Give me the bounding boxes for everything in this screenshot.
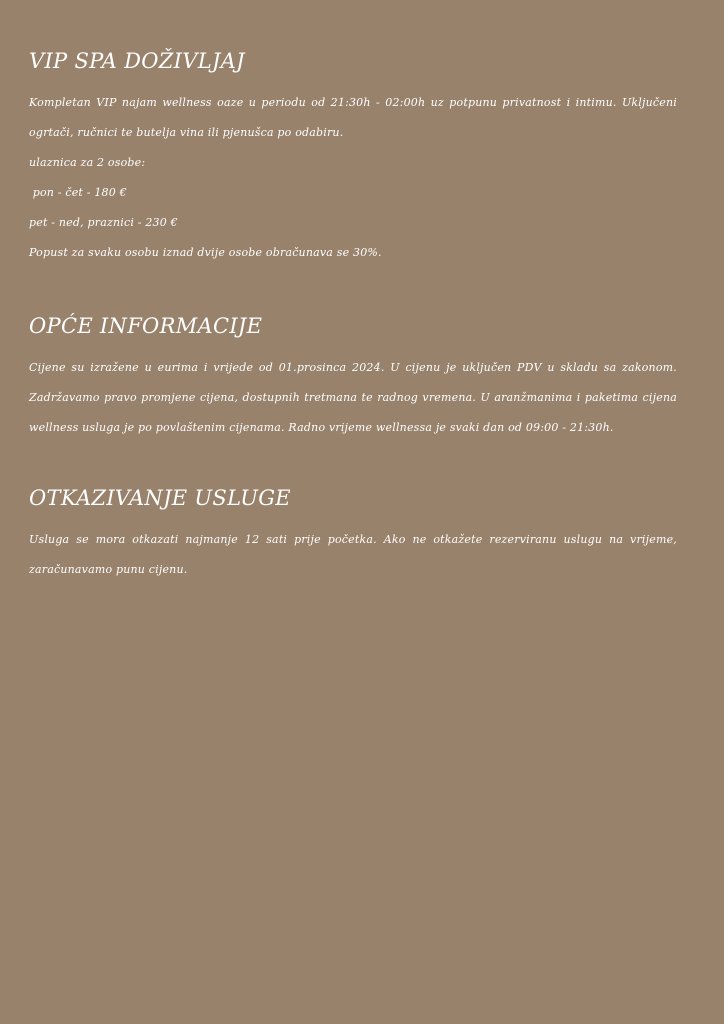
vip-spa-body — [29, 88, 677, 268]
vip-spa-price-weekday: pon - čet - 180 € — [29, 186, 127, 199]
general-info-heading: OPĆE INFORMACIJE — [29, 314, 263, 338]
cancellation-body — [29, 525, 677, 585]
general-info-text: Cijene su izražene u eurima i vrijede od 01.prosinca 2024. U cijenu je uključen PDV u skladu sa zakonom. Zadržavamo pravo promjene cijena, dostupnih tretmana te radnog vremena. U aranžmanima i paketima cijena wellness usluga je po povlaštenim cijenama. Radno vrijeme wellnessa je svaki dan od 09:00 - 21:30h. — [29, 361, 677, 434]
vip-spa-ticket-label: ulaznica za 2 osobe: — [29, 156, 146, 169]
cancellation-text: Usluga se mora otkazati najmanje 12 sati prije početka. Ako ne otkažete rezerviranu uslugu na vrijeme, zaračunavamo punu cijenu. — [29, 533, 677, 576]
general-info-section — [29, 313, 677, 443]
vip-spa-section — [29, 48, 677, 268]
vip-spa-heading: VIP SPA DOŽIVLJAJ — [29, 49, 245, 73]
vip-spa-discount: Popust za svaku osobu iznad dvije osobe obračunava se 30%. — [29, 246, 382, 259]
cancellation-section — [29, 485, 677, 585]
vip-spa-description: Kompletan VIP najam wellness oaze u periodu od 21:30h - 02:00h uz potpunu privatnost i intimu. Uključeni ogrtači, ručnici te butelja vina ili pjenušca po odabiru. — [29, 96, 677, 139]
general-info-body — [29, 353, 677, 443]
cancellation-heading: OTKAZIVANJE USLUGE — [29, 486, 291, 510]
vip-spa-price-weekend: pet - ned, praznici - 230 € — [29, 216, 178, 229]
